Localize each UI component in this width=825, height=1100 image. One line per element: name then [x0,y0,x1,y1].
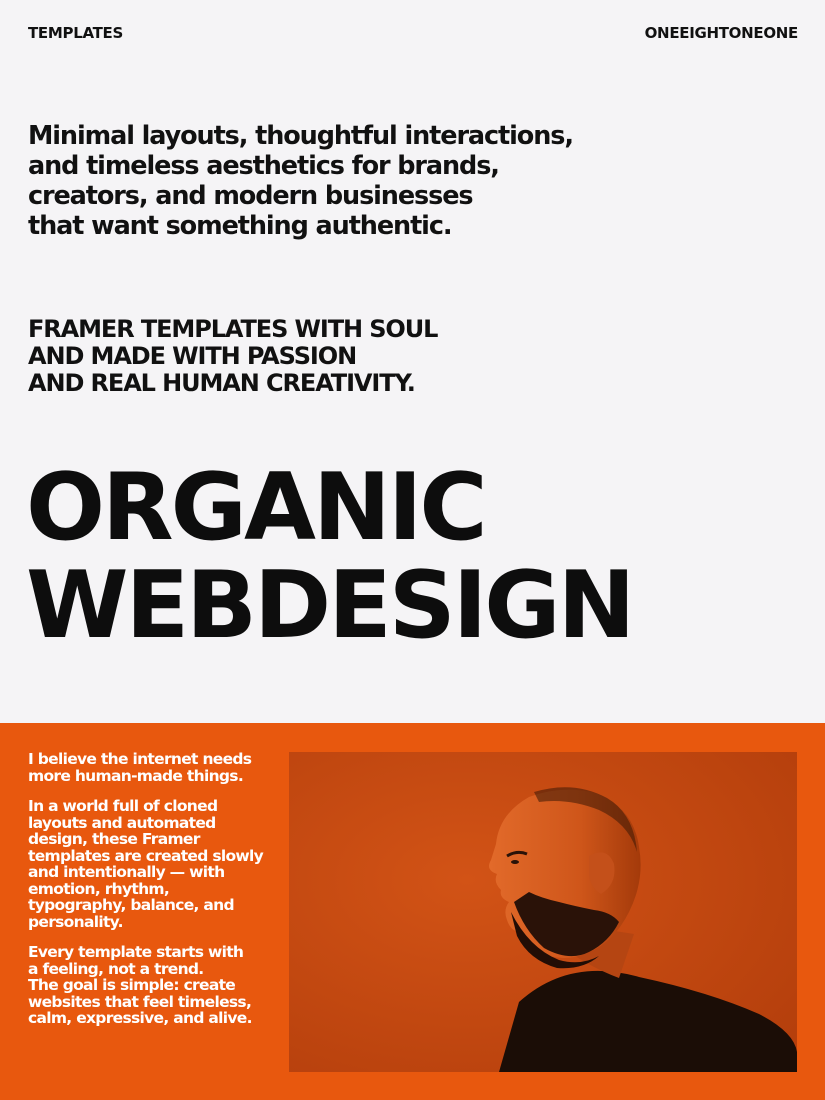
intro-line: that want something authentic. [28,211,452,241]
bio-line: I believe the internet needs [28,750,252,768]
bio-text [28,751,283,1041]
bio-line: websites that feel timeless, [28,992,252,1011]
bio-line: Every template starts with [28,943,244,961]
tagline-line: AND REAL HUMAN CREATIVITY. [28,369,415,397]
bio-line: a feeling, not a trend. [28,959,204,978]
hero-line: ORGANIC [26,453,485,561]
tagline [28,316,668,397]
hero-line: WEBDESIGN [26,551,633,659]
bio-line: typography, balance, and [28,896,234,914]
bio-paragraph [28,798,283,930]
bio-line: personality. [28,912,123,931]
bio-line: templates are created slowly [28,846,264,865]
tagline-line: FRAMER TEMPLATES WITH SOUL [28,315,438,343]
nav-templates-link[interactable]: TEMPLATES [28,24,123,42]
nav-brand-link[interactable]: ONEEIGHTONEONE [644,24,798,42]
bio-paragraph [28,944,283,1027]
portrait-illustration [289,752,797,1072]
bio-line: design, these Framer [28,830,200,848]
bio-line: more human-made things. [28,766,244,785]
bio-line: In a world full of cloned [28,797,218,815]
bio-line: and intentionally — with [28,863,225,881]
bio-line: layouts and automated [28,813,216,832]
hero-heading [26,453,816,659]
intro-line: Minimal layouts, thoughtful interactions, [28,121,573,151]
portrait-photo [289,752,797,1072]
intro-line: and timeless aesthetics for brands, [28,151,499,181]
about-section [0,723,825,1100]
bio-line: calm, expressive, and alive. [28,1009,252,1027]
intro-line: creators, and modern businesses [28,181,473,211]
bio-paragraph [28,751,283,784]
bio-line: The goal is simple: create [28,976,236,994]
tagline-line: AND MADE WITH PASSION [28,342,357,370]
intro-text [28,121,668,241]
bio-line: emotion, rhythm, [28,879,170,898]
